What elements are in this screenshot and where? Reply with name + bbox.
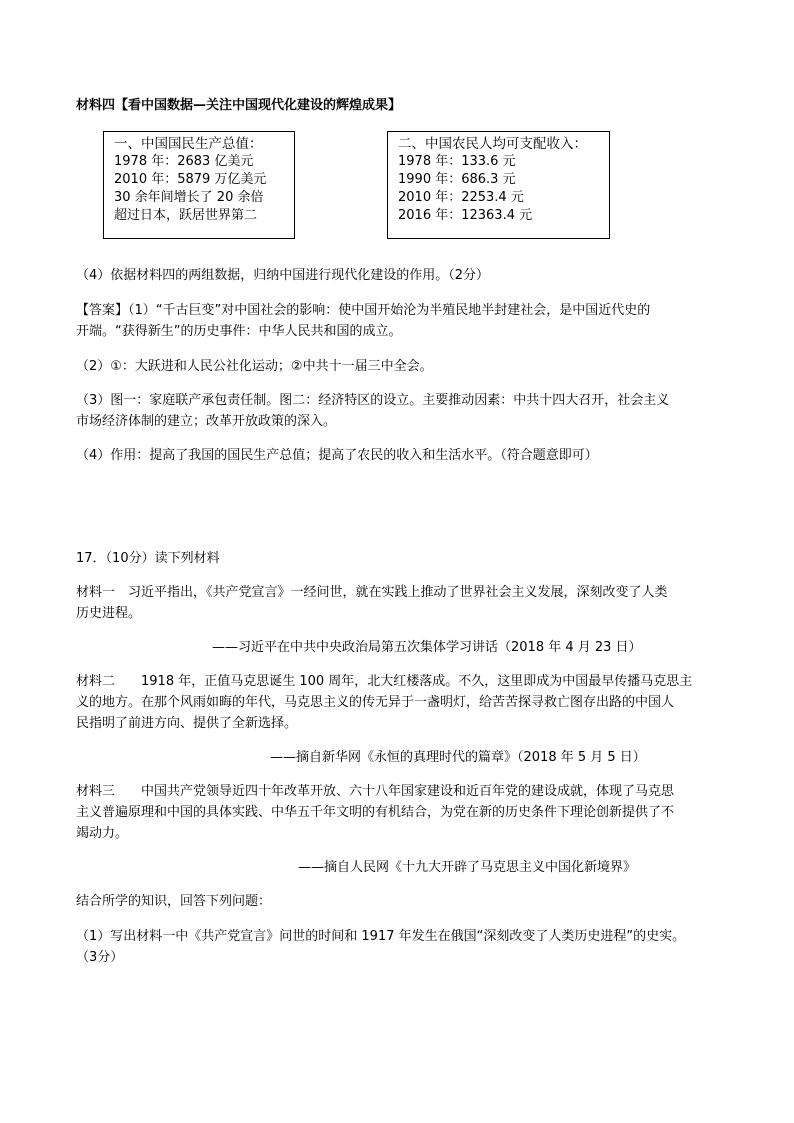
instruction: 结合所学的知识，回答下列问题： xyxy=(76,894,272,909)
material-3-line-1: 材料三 中国共产党领导近四十年改革开放、六十八年国家建设和近百年党的建设成就，体现了马克思 xyxy=(76,784,675,799)
answer-4: （4）作用：提高了我国的国民生产总值；提高了农民的收入和生活水平。（符合题意即可） xyxy=(76,448,598,463)
material-3-line-3: 竭动力。 xyxy=(76,826,129,841)
material-3-source: ——摘自人民网《十九大开辟了马克思主义中国化新境界》 xyxy=(298,860,637,875)
question-17-1-line-1: （1）写出材料一中《共产党宣言》问世的时间和 1917 年发生在俄国“深刻改变了人类历史进程”的史实。 xyxy=(76,929,686,944)
material4-title: 材料四【看中国数据—关注中国现代化建设的辉煌成果】 xyxy=(76,98,402,113)
income-row: 2010 年：2253.4 元 xyxy=(398,190,524,205)
gdp-row: 1978 年：2683 亿美元 xyxy=(114,154,254,169)
answer-2: （2）①：大跃进和人民公社化运动；②中共十一届三中全会。 xyxy=(76,359,433,374)
material-2-line-1: 材料二 1918 年，正值马克思诞生 100 周年，北大红楼落成。不久，这里即成为中国最早传播马克思主 xyxy=(76,674,693,689)
material-1-line-1: 材料一 习近平指出，《共产党宣言》一经问世，就在实践上推动了世界社会主义发展，深刻改变了人类 xyxy=(76,585,668,600)
answer-3-line-2: 市场经济体制的建立；改革开放政策的深入。 xyxy=(76,414,337,429)
answer-1-line-2: 开端。“获得新生”的历史事件：中华人民共和国的成立。 xyxy=(76,324,402,339)
answer-1-line-1: 【答案】（1）“千古巨变”对中国社会的影响：使中国开始沦为半殖民地半封建社会，是中国近代史的 xyxy=(76,303,651,318)
question-17-1-line-2: （3分） xyxy=(76,950,124,965)
gdp-row: 超过日本，跃居世界第二 xyxy=(114,208,258,223)
material-2-source: ——摘自新华网《永恒的真理时代的篇章》（2018 年 5 月 5 日） xyxy=(270,750,646,765)
income-row: 1990 年：686.3 元 xyxy=(398,172,516,187)
income-box xyxy=(387,131,610,239)
material-1-source: ——习近平在中共中央政治局第五次集体学习讲话（2018 年 4 月 23 日） xyxy=(212,640,642,655)
question-17-title: 17．（10分）读下列材料 xyxy=(76,551,220,566)
gdp-row: 2010 年：5879 万亿美元 xyxy=(114,172,267,187)
gdp-box-title: 一、中国国民生产总值： xyxy=(114,136,263,152)
answer-3-line-1: （3）图一：家庭联产承包责任制。图二：经济特区的设立。主要推动因素：中共十四大召开，社会主义 xyxy=(76,393,670,408)
income-row: 2016 年：12363.4 元 xyxy=(398,208,533,223)
material-3-line-2: 主义普遍原理和中国的具体实践、中华五千年文明的有机结合，为党在新的历史条件下理论创新提供了不 xyxy=(76,805,675,820)
income-row: 1978 年：133.6 元 xyxy=(398,154,516,169)
income-box-title: 二、中国农民人均可支配收入： xyxy=(398,136,587,152)
material-2-line-2: 义的地方。在那个风雨如晦的年代，马克思主义的传无异于一盏明灯，给苦苦探寻救亡图存出路的中国人 xyxy=(76,695,675,710)
gdp-box xyxy=(103,131,295,239)
gdp-row: 30 余年间增长了 20 余倍 xyxy=(114,190,264,205)
material-1-line-2: 历史进程。 xyxy=(76,606,142,621)
material-2-line-3: 民指明了前进方向、提供了全新选择。 xyxy=(76,716,298,731)
question-4: （4）依据材料四的两组数据，归纳中国进行现代化建设的作用。（2分） xyxy=(76,268,490,283)
